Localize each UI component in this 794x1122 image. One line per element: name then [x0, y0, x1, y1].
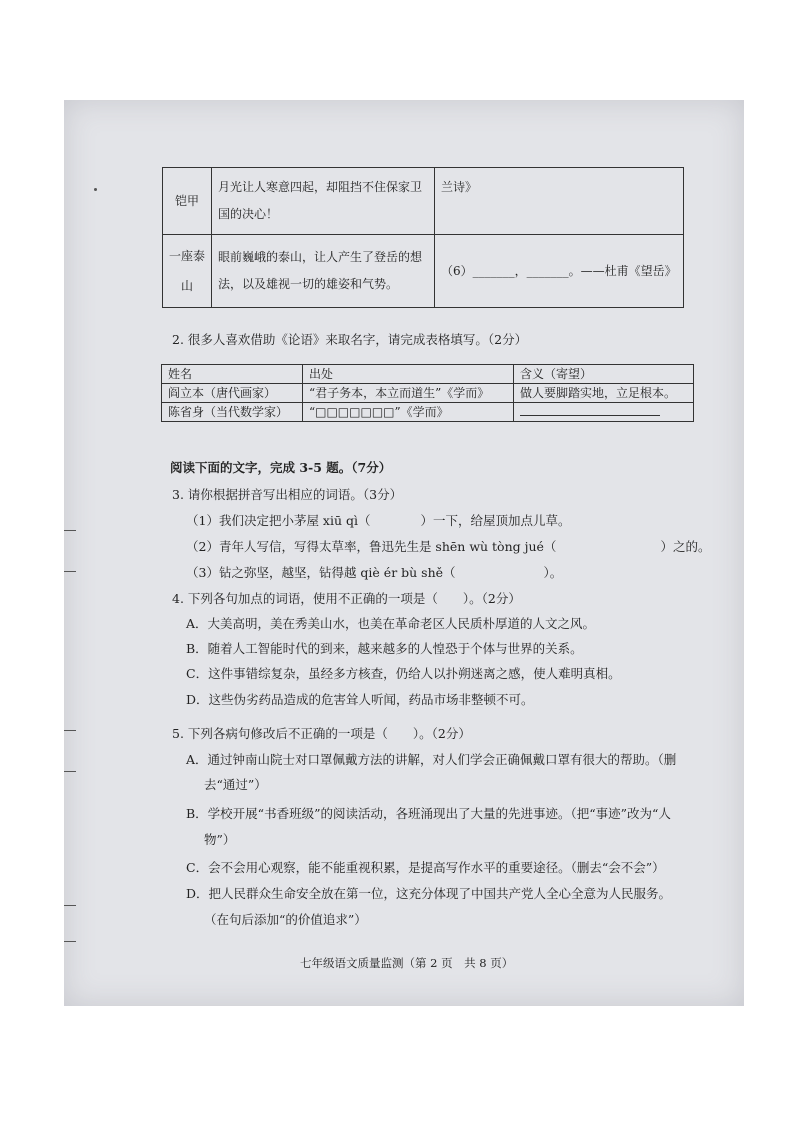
table-cell: 做人要脚踏实地，立足根本。	[514, 384, 694, 403]
table-header-row	[162, 365, 694, 384]
q5-option-c: C．会不会用心观察，能不能重视积累，是提高写作水平的重要途径。（删去“会不会”）	[186, 860, 665, 875]
margin-strip	[64, 530, 76, 572]
table-row	[163, 168, 684, 235]
page-footer: 七年级语文质量监测（第 2 页 共 8 页）	[300, 956, 514, 970]
q4-option-c: C．这件事错综复杂，虽经多方核查，仍给人以扑朔迷离之感，使人难明真相。	[186, 666, 621, 681]
question-5-prompt: 5. 下列各病句修改后不正确的一项是（ ）。（2分）	[172, 726, 471, 741]
q5-option-b: B．学校开展“书香班级”的阅读活动，各班涌现出了大量的先进事迹。（把“事迹”改为“人	[186, 806, 671, 821]
table-row	[163, 235, 684, 308]
question-3-prompt: 3. 请你根据拼音写出相应的词语。（3分）	[172, 487, 403, 502]
q3-item-post: ）一下，给屋顶加点儿草。	[420, 513, 571, 528]
q5-option-a: A．通过钟南山院士对口罩佩戴方法的讲解，对人们学会正确佩戴口罩有很大的帮助。（删	[186, 752, 677, 767]
column-header: 姓名	[162, 365, 303, 384]
q3-item	[186, 511, 571, 529]
table-cell: 兰诗》	[435, 168, 684, 235]
q3-item	[186, 537, 710, 555]
q5-option-a-cont: 去“通过”）	[204, 777, 267, 792]
q3-item-pre: （3）钻之弥坚，越坚，钻得越 qiè ér bù shě（	[186, 565, 456, 580]
q3-item-pre: （2）青年人写信，写得太草率，鲁迅先生是 shēn wù tòng jué（	[186, 539, 557, 554]
q4-option-a: A．大美高明，美在秀美山水，也美在革命老区人民质朴厚道的人文之风。	[186, 616, 596, 631]
question-4-prompt: 4. 下列各句加点的词语，使用不正确的一项是（ ）。（2分）	[172, 591, 521, 606]
table-row	[162, 403, 694, 422]
table-cell: 阎立本（唐代画家）	[162, 384, 303, 403]
answer-cell[interactable]	[514, 403, 694, 422]
q3-item-post: ）之的。	[660, 539, 711, 554]
table-cell: “君子务本，本立而道生”《学而》	[303, 384, 514, 403]
margin-strip	[64, 730, 76, 772]
table-cell: 一座泰山	[163, 235, 212, 308]
q4-option-d: D．这些伪劣药品造成的危害耸人听闻，药品市场非整顿不可。	[186, 692, 534, 707]
q5-option-d: D．把人民群众生命安全放在第一位，这充分体现了中国共产党人全心全意为人民服务。	[186, 886, 672, 901]
q3-item-pre: （1）我们决定把小茅屋 xiū qì（	[186, 513, 371, 528]
names-table	[161, 364, 694, 422]
q3-item	[186, 563, 562, 581]
q5-option-d-cont: （在句后添加“的价值追求”）	[204, 912, 367, 927]
q4-option-b: B．随着人工智能时代的到来，越来越多的人惶恐于个体与世界的关系。	[186, 641, 583, 656]
column-header: 含义（寄望）	[514, 365, 694, 384]
poetry-table	[162, 167, 684, 308]
table-cell: 眼前巍峨的泰山，让人产生了登岳的想法，以及雄视一切的雄姿和气势。	[212, 235, 435, 308]
answer-cell[interactable]: “□□□□□□□”《学而》	[303, 403, 514, 422]
reading-intro: 阅读下面的文字，完成 3-5 题。（7分）	[170, 460, 392, 475]
table-cell: 铠甲	[163, 168, 212, 235]
answer-blank-line[interactable]	[520, 403, 660, 416]
q3-item-post: ）。	[543, 565, 563, 580]
question-2-prompt: 2. 很多人喜欢借助《论语》来取名字，请完成表格填写。（2分）	[172, 332, 528, 347]
speck	[94, 188, 97, 191]
table-cell: 陈省身（当代数学家）	[162, 403, 303, 422]
q5-option-b-cont: 物”）	[204, 832, 236, 847]
margin-strip	[64, 905, 76, 942]
table-row	[162, 384, 694, 403]
column-header: 出处	[303, 365, 514, 384]
table-cell: 月光让人寒意四起，却阻挡不住保家卫国的决心！	[212, 168, 435, 235]
answer-cell[interactable]: （6）_______，_______。——杜甫《望岳》	[435, 235, 684, 308]
